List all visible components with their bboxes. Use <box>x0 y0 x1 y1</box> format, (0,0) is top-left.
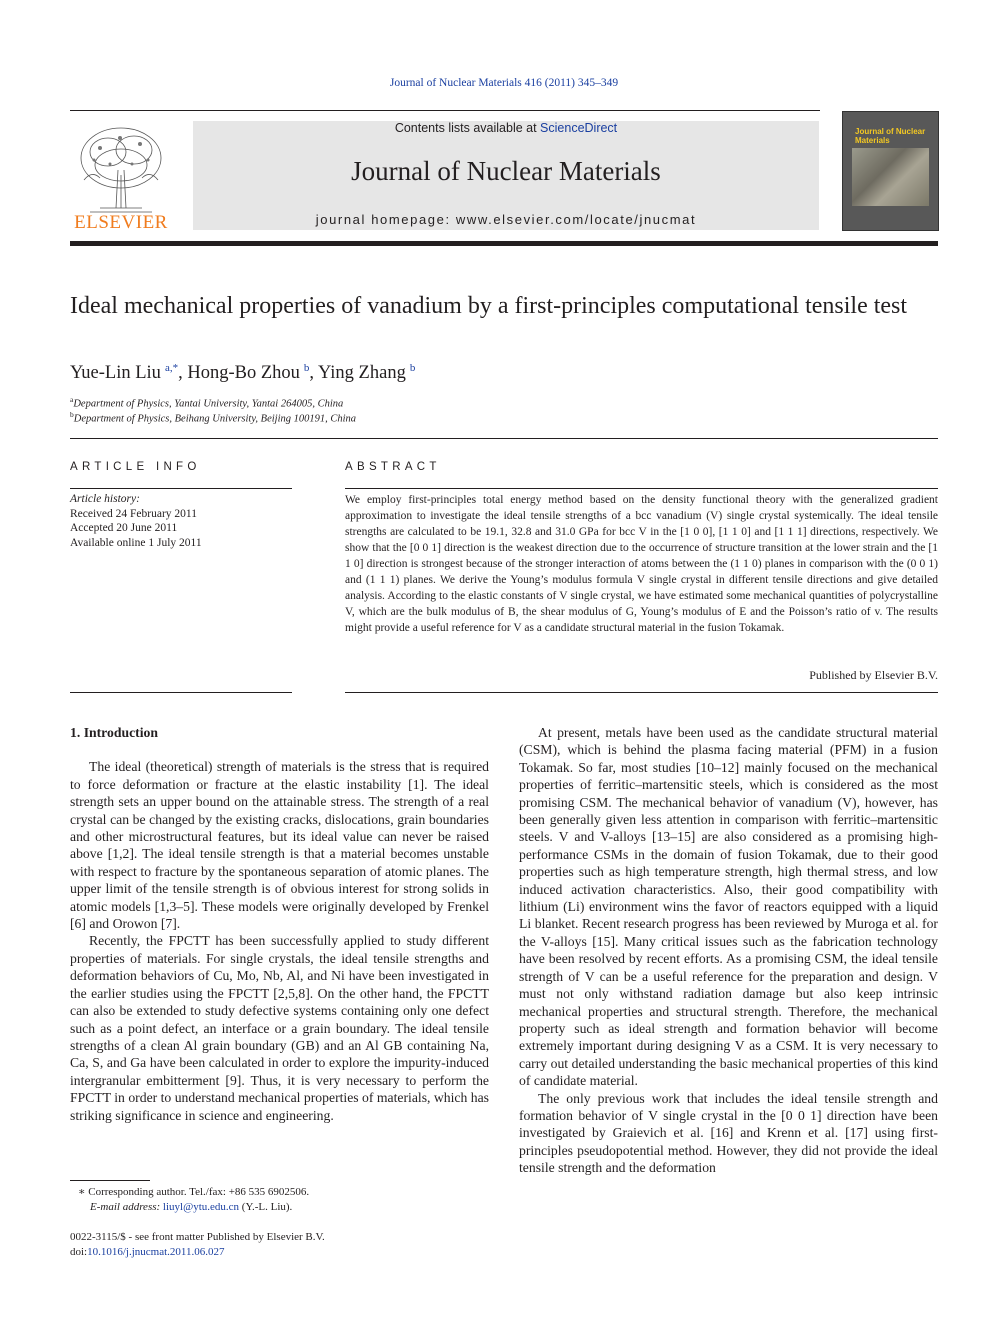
journal-cover <box>842 111 939 231</box>
intro-heading: 1. Introduction <box>70 725 158 740</box>
body-paragraph: Recently, the FPCTT has been successfully applied to study different properties of materials. For single crystals, the ideal tensile strengths and deformation behaviors of Cu, Mo, Nb, Al, and Ni have been investigated in the earlier studies using the FPCTT [2,5,8]. On the other hand, the FPCTT can also be extended to study defective systems containing only one defect such as a point defect, an interface or a grain boundary. The ideal tensile strengths of a clean Al grain boundary (GB) and an Al GB containing Na, Ca, S, and Ga have been calculated in order to explore the impurity-induced intergranular embitterment [9]. Thus, it is very necessary to perform the FPCTT in order to understand mechanical properties of materials, which has striking significance in science and engineering. <box>70 933 490 1123</box>
history-accepted: Accepted 20 June 2011 <box>70 522 178 534</box>
author-list <box>70 362 415 384</box>
doi-label: doi: <box>70 1245 88 1258</box>
front-matter <box>70 1230 325 1259</box>
body-paragraph: At present, metals have been used as the candidate structural material (CSM), which is behind the plasma facing material (PFM) in a fusion Tokamak. So far, most studies [10–12] mainly focused on the mechanical properties of ferritic–martensitic steels, which is considered as the most promising CSM. The mechanical behavior of vanadium (V), however, has been generally given less attention in comparison with ferritic–martensitic steels. V and V-alloys [13–15] are also considered as a promising high-performance CSMs in the domain of fusion Tokamak, due to their good properties such as high temperature strength, high thermal stress, and low induced activation characteristics. Also, their good compatibility with lithium (Li) environment wins the favor of reactors equipped with a liquid Li blanket. Recent research progress has been reviewed by Muroga et al. for the V-alloys [15]. Many critical issues such as the fabrication technology have been resolved by recent efforts. As a promising CSM, the ideal tensile strength of V can be a useful reference for the preparation and design. V must not only withstand radiation damage but also keep intrinsic mechanical properties and structural strength. Therefore, the mechanical property such as ideal strength and formation behavior will become extremely important during designing V as a CSM. It is very necessary to carry out detailed understanding the basic mechanical properties of this kind of candidate material. <box>519 725 938 1089</box>
body-right-column <box>519 724 938 1177</box>
email-link[interactable]: liuyl@ytu.edu.cn <box>162 1200 240 1213</box>
affiliation-b: $^b$Department of Physics, Beihang University, Beijing 100191, China <box>70 410 357 425</box>
elsevier-logo <box>70 120 172 232</box>
author-affiliation-mark[interactable]: b <box>409 362 416 374</box>
author-affiliation-mark[interactable]: a,* <box>164 362 179 374</box>
title-rule <box>70 438 938 439</box>
body-paragraph: The ideal (theoretical) strength of materials is the stress that is required to force deformation or fracture at the elastic instability [1]. The ideal strength sets an upper bound on the attainable stress. The strength of a real crystal can be changed by the existing cracks, dislocations, grain boundaries and other microstructural features, but its ideal value can never be raised above [1,2]. The ideal tensile strength is that a material becomes unstable with respect to fracture by the spontaneous separation of atomic planes. The upper limit of the tensile strength is of obvious interest for strong solids in atomic models [1,3–5]. These models were originally developed by Frenkel [6] and Orowon [7]. <box>70 759 489 932</box>
info-rule-bottom <box>70 692 292 693</box>
elsevier-wordmark: ELSEVIER <box>74 212 168 233</box>
affiliation-a: $^a$Department of Physics, Yantai University, Yantai 264005, China <box>70 395 344 410</box>
article-info-heading: ARTICLE INFO <box>70 461 201 473</box>
history-title: Article history: <box>70 493 140 505</box>
article-title: Ideal mechanical properties of vanadium by a first-principles computational tensile test <box>70 293 908 319</box>
abstract-rule-top <box>345 488 938 489</box>
history-received: Received 24 February 2011 <box>70 507 197 520</box>
email-suffix: (Y.-L. Liu). <box>239 1200 293 1213</box>
contents-line <box>193 121 819 135</box>
body-paragraph: The only previous work that includes the ideal tensile strength and formation behavior of V single crystal in the [0 0 1] direction have been investigated by Graievich et al. [16] and Krenn et al. [17] using first-principles pseudopotential method. However, they did not provide the ideal tensile strength and the deformation <box>519 1090 938 1176</box>
author-name: Yue-Lin Liu <box>70 363 161 384</box>
sciencedirect-link[interactable]: ScienceDirect <box>540 121 618 135</box>
doi-link[interactable]: 10.1016/j.jnucmat.2011.06.027 <box>87 1245 225 1258</box>
email-line <box>70 1200 309 1215</box>
abstract-rule-bottom <box>345 692 938 693</box>
history-online: Available online 1 July 2011 <box>70 536 202 549</box>
article-history <box>70 492 202 550</box>
email-label: E-mail address: <box>90 1200 163 1213</box>
contents-prefix: Contents lists available at <box>394 121 541 135</box>
abstract-publisher: Published by Elsevier B.V. <box>809 668 938 682</box>
footnote-rule <box>70 1180 150 1181</box>
author-separator: , <box>309 363 318 384</box>
journal-citation[interactable]: Journal of Nuclear Materials 416 (2011) 345–349 <box>389 77 619 89</box>
corresponding-author: ∗ Corresponding author. Tel./fax: +86 535 6902506. <box>78 1186 310 1198</box>
info-rule-top <box>70 488 292 489</box>
cover-image <box>852 148 929 206</box>
doi-line <box>70 1245 325 1260</box>
corresponding-footnote <box>70 1185 309 1214</box>
author-affiliation-mark[interactable]: b <box>303 362 310 374</box>
journal-name: Journal of Nuclear Materials <box>351 156 661 186</box>
journal-homepage[interactable]: journal homepage: www.elsevier.com/locate/jnucmat <box>315 212 697 227</box>
abstract-text: We employ first-principles total energy method based on the density functional theory with the generalized gradient approximation to investigate the ideal tensile strengths of a bcc vanadium (V) single crystal systemically. The ideal tensile strengths are calculated to be 19.1, 32.8 and 31.0 GPa for bcc V in the [1 0 0], [1 1 0] and [1 1 1] directions, respectively. We show that the [0 0 1] direction is the weakest direction due to the occurrence of structure transition at the lower strain and the [1 1 0] direction is strongest because of the stronger interaction of atoms between the (1 1 0) planes in comparison with the (0 0 1) and (1 1 1) planes. We derive the Young’s modulus formula V single crystal in different tensile directions and give detailed analysis. According to the elastic constants of V single crystal, we have estimated some mechanical quantities of polycrystalline V, which are the bulk modulus of B, the shear modulus of G, Young’s modulus of E and the Poisson’s ratio of v. The results might provide a useful reference for V as a candidate structural material in the fusion Tokamak. <box>345 494 938 634</box>
header-rule <box>70 110 820 111</box>
author-name: Ying Zhang <box>317 363 406 384</box>
cover-title: Journal of Nuclear Materials <box>855 127 926 145</box>
author-separator: , <box>178 363 188 384</box>
body-left-column <box>70 724 489 1124</box>
abstract-heading: ABSTRACT <box>345 461 441 473</box>
author-name: Hong-Bo Zhou <box>187 363 300 384</box>
issn-line: 0022-3115/$ - see front matter Published by Elsevier B.V. <box>70 1231 325 1243</box>
masthead-rule <box>70 241 938 246</box>
